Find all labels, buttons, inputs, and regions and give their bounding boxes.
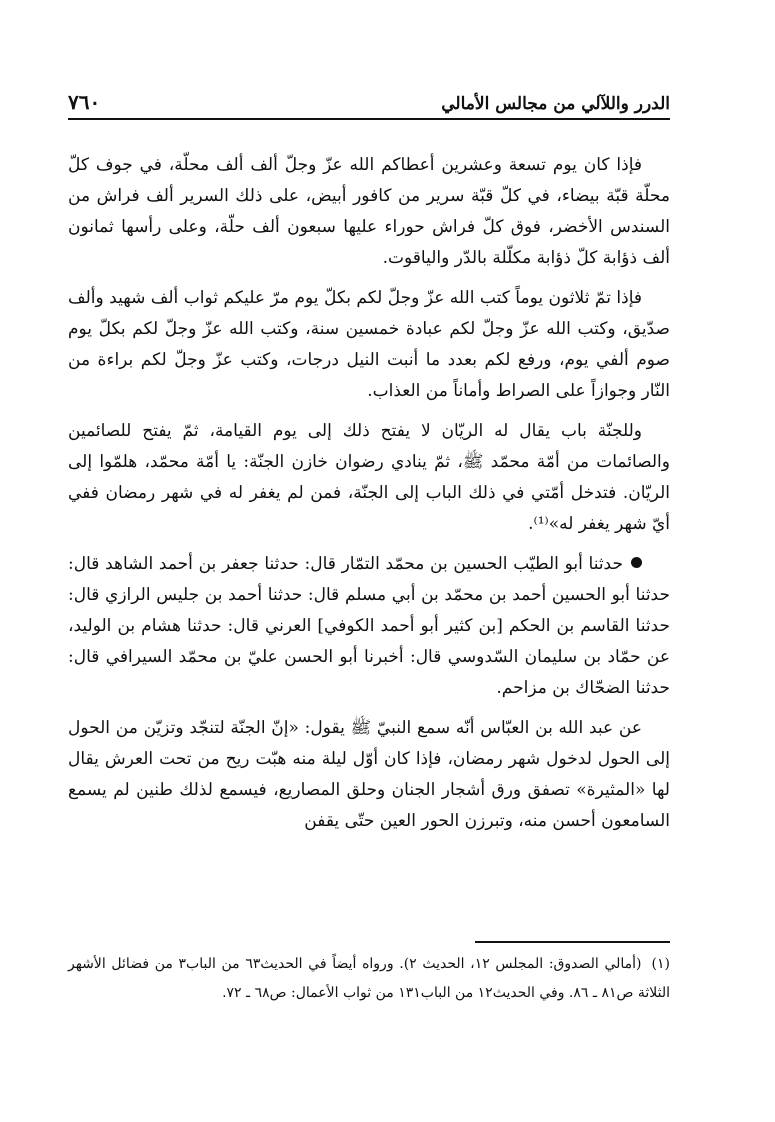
book-title: الدرر واللآلي من مجالس الأمالي [441, 94, 670, 114]
paragraph: فإذا تمّ ثلاثون يوماً كتب الله عزّ وجلّ لكم بكلّ يوم مرّ عليكم ثواب ألف شهيد وألف صدّيق، وكتب الله عزّ وجلّ لكم عبادة خمسين سنة، وكتب الله عزّ وجلّ لكم بكلّ يوم صوم ألفي يوم، ورفع لكم بعدد ما أنبت النيل درجات، وكتب عزّ وجلّ لكم براءة من النّار وجوازاً على الصراط وأماناً من العذاب. [68, 288, 670, 401]
footnote-number: (١) [651, 956, 670, 972]
footnotes [68, 950, 670, 1008]
paragraph: عن عبد الله بن العبّاس أنّه سمع النبيّ ﷺ يقول: «إنّ الجنّة لتنجّد وتزيّن من الحول إلى الحول لدخول شهر رمضان، فإذا كان أوّل ليلة منه هبّت ريح من تحت العرش يقال لها «المثيرة» تصفق ورق أشجار الجنان وحلق المصاريع، فيسمع لذلك طنين لم يسمع السامعون أحسن منه، وتبرزن الحور العين حتّى يقفن [68, 718, 670, 831]
bullet-icon [631, 557, 642, 568]
header-divider [68, 118, 670, 120]
paragraph: فإذا كان يوم تسعة وعشرين أعطاكم الله عزّ وجلّ ألف ألف محلّة، في جوف كلّ محلّة قبّة بيضاء، في كلّ قبّة سرير من كافور أبيض، على ذلك السرير ألف فراش من السندس الأخضر، فوق كلّ فراش حوراء عليها سبعون ألف حلّة، وعلى رأسها ثمانون ألف ذؤابة كلّ ذؤابة مكلّلة بالدّر والياقوت. [68, 155, 670, 268]
page-number: ٧٦٠ [68, 90, 101, 114]
book-page [68, 0, 670, 1122]
paragraph-text: حدثنا أبو الطيّب الحسين بن محمّد التمّار قال: حدثنا جعفر بن أحمد الشاهد قال: حدثنا أبو الحسين أحمد بن محمّد بن أبي مسلم قال: حدثنا أحمد بن جليس الرازي قال: حدثنا القاسم بن الحكم [بن كثير أبو أحمد الكوفي] العرني قال: حدثنا هشام بن الوليد، عن حمّاد بن سليمان السّدوسي قال: أخبرنا أبو الحسن عليّ بن محمّد السيرافي قال: حدثنا الضحّاك بن مزاحم. [68, 554, 670, 698]
paragraph: وللجنّة باب يقال له الريّان لا يفتح ذلك إلى يوم القيامة، ثمّ يفتح للصائمين والصائمات من أمّة محمّد ﷺ، ثمّ ينادي رضوان خازن الجنّة: يا أمّة محمّد، هلمّوا إلى الريّان. فتدخل أمّتي في ذلك الباب إلى الجنّة، فمن لم يغفر له في شهر رمضان ففي أيّ شهر يغفر له»⁽¹⁾. [68, 421, 670, 534]
main-text [68, 150, 670, 846]
footnote-divider [475, 941, 670, 943]
footnote-text: (أمالي الصدوق: المجلس ١٢، الحديث ٢). ورواه أيضاً في الحديث٦٣ من الباب٣ من فضائل الأشهر الثلاثة ص٨١ ـ ٨٦. وفي الحديث١٢ من الباب١٣١ من ثواب الأعمال: ص٦٨ ـ ٧٢. [68, 956, 670, 1001]
paragraph-with-bullet [68, 549, 670, 704]
footnote [68, 950, 670, 1008]
running-header [68, 84, 670, 114]
